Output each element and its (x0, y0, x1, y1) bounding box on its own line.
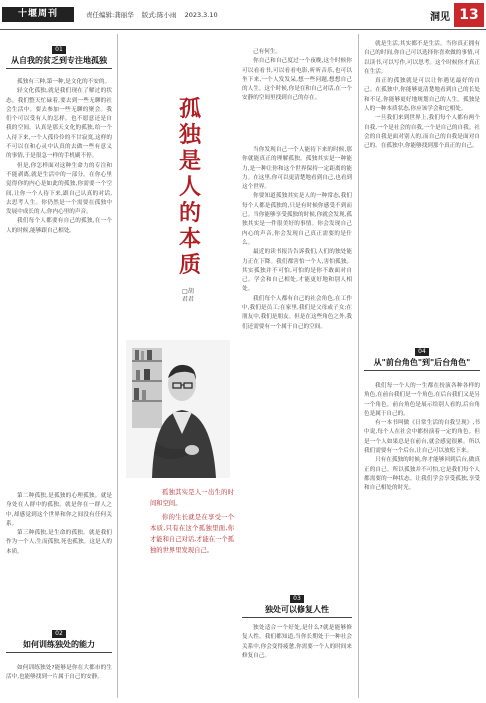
publication-logo: 十堰周刊 (2, 7, 74, 22)
masthead-info (86, 10, 224, 19)
paragraph: 轻文化孤独,就是我们现在了解过的状态。我们整天忙碌着,要去到一些无聊的社会生活中。要去参加一些无聊的聚会。我们个可以受有人的怎样。也不愿意还是自我的空间。认真是那天文化的孤独,给一个人待下来,一个人孤伶伶的不甘寂寞,这样的不可以在和心灵中认真的去做一些有意义的事情,于是很急一样的手机刷不停。 (6, 88, 112, 160)
section-rule (242, 617, 352, 618)
body-text-column-2c (242, 624, 352, 700)
paragraph: 我们每个人都有自己的社会角色,在工作中,我们是员工;在家里,我们是父母或子女;在朋友中,我们是朋友。但是在这些角色之外,我们还需要有一个属于自己的空间。 (242, 295, 352, 330)
section-number: 03 (290, 595, 304, 603)
paragraph: 第三种孤独,是生命的孤独。就是我们作为一个人,生而孤独,死也孤独。这是人的本质。 (6, 530, 112, 555)
paragraph: 一旦我们来到世界上,我们每个人都有两个自我,一个是社会的自我,一个是自己的自我。社会的自我是面对别人的,而自己的自我是面对自己的。在孤独中,你能够找到那个真正的自己。 (364, 115, 480, 150)
section-rule (364, 370, 480, 371)
portrait-illustration (126, 340, 230, 478)
section-title: 从自我的贫乏到专注地孤独 (11, 56, 107, 65)
page-number: 13 (454, 3, 484, 27)
column-divider (117, 34, 118, 698)
section-number: 02 (52, 630, 66, 638)
body-text-column-3a (364, 40, 480, 340)
paragraph: 就是生活,其实都不是生活。当你真正拥有自己的时间,你自己可以选择你喜欢做的事情,可以读书,可以写作,可以思考。这个时候你才真正在生活。 (364, 41, 480, 75)
paragraph: 独处适合一个好处,是什么?就是能够修复人性。我们都知道,当你长期处于一种社会关系中,你会变得疲惫,你需要一个人的时间来修复自己。 (242, 625, 352, 659)
body-text-column-1a (6, 78, 112, 490)
section-heading-03 (242, 595, 352, 618)
paragraph: 如何训练独处?能够是你在大都市的生活中,也能够找到一片属于自己的安静。 (6, 665, 112, 681)
paragraph: 当你发现自己一个人能待下来的时候,那你就能真正的理解孤独。孤独其实是一种能力,是一种让你和这个世界保持一定距离的能力。在这里,你可以更清楚地看到自己,也看到这个世界。 (242, 147, 352, 191)
paragraph: 只有在孤独的时候,你才能够回到后台,做真正的自己。所以孤独并不可怕,它是我们每个人都需要的一种状态。让我们学会享受孤独,享受和自己相处的时光。 (364, 457, 480, 492)
section-title: 独处可以修复人性 (265, 605, 329, 614)
author-portrait-photo (126, 340, 230, 478)
paragraph: 第二种孤独,是孤独的心理孤独。就是身处在人群中的孤独。就是你在一群人之中,却感觉到这个世界和你之间没有任何关系。 (6, 493, 112, 527)
paragraph: 但是,你怎样面对这种生命力的专注和不能剥离,就是生活中的一部分。在你心里觉得你的内心是如此的孤独,你需要一个空间,让你一个人待下来,跟自己认真的对话,去思考人生。你仍然是一个需要在孤独中发展中成长的人,你内心里的声音。 (6, 162, 112, 216)
section-heading-01 (6, 46, 112, 69)
section-number: 01 (52, 46, 66, 54)
pull-quote-line: 你的生长就是在享受一个本质,只有在这个孤独里面,你才能和自己对话,才能在一个孤独的世界里发现自己。 (150, 514, 234, 554)
masthead (0, 0, 486, 30)
body-text-column-2b (242, 146, 352, 668)
paragraph: 我们每一个人的一生都在扮演各种各样的角色,在前台我们是一个角色,在后台我们又是另一个角色。前台角色是展示给别人看的,后台角色是属于自己的。 (364, 383, 480, 417)
paragraph: 我们每个人都要有自己的孤独,在一个人的时候,能够跟自己相处。 (6, 218, 112, 234)
paragraph: 有一本书叫做《日常生活的自我呈现》,书中说,每个人在社会中都扮演着一定的角色。但是一个人如果总是在前台,就会感觉很累。所以我们需要有一个后台,让自己可以放松下来。 (364, 420, 480, 455)
pull-quote (150, 487, 234, 559)
section-name: 洞见 (430, 12, 450, 23)
paragraph: 己有何生。 (253, 49, 281, 55)
body-text-column-1b (6, 492, 112, 624)
issue-date: 2023.3.10 (184, 11, 218, 19)
article-byline: □胡君君 (181, 288, 194, 303)
paragraph: 最近的读书报告告诉我们,人们的独处能力正在下降。我们都害怕一个人,害怕孤独。其实孤独并不可怕,可怕的是你不敢面对自己。学会和自己相处,才能更好地和别人相处。 (242, 249, 352, 293)
section-title: 如何训练独处的能力 (23, 640, 95, 649)
section-number: 04 (415, 348, 429, 356)
paragraph: 孤独有三种,第一种,是文化的不安的。 (17, 79, 111, 85)
paragraph: 你要知道孤独其实是人的一种常态,我们每个人都是孤独的,只是有时候你感受不到而已。当你能够享受孤独的时候,你就会发现,孤独其实是一件很美好的事情。你会发现自己内心的声音,你会发现自己真正需要的是什么。 (242, 193, 352, 246)
section-heading-04 (364, 348, 480, 371)
section-title: 从"前台角色"到"后台角色" (373, 358, 471, 367)
paragraph: 真正的孤独就是可以让你遇见最好的自己。在孤独中,你能够更清楚地看到自己的长处和不足,你能够更好地规划自己的人生。孤独是人的一种本质状态,你应该学会和它相处。 (364, 78, 480, 113)
pull-quote-line: 孤独其实是人一出生的时间和空间。 (150, 489, 234, 507)
design-credit: 版式:陈小雨 (141, 11, 177, 19)
body-text-column-1c (6, 664, 112, 700)
section-rule (6, 652, 112, 653)
paragraph: 你自己和自己度过一个夜晚,这个时候你可以看看书,可以看看电影,听听音乐,也可以坐下来,一个人发发呆,想一些问题,想想自己的人生。这个时候,你是在和自己对话,在一个安静的空间里找到自己的存在。 (242, 58, 352, 102)
section-rule (6, 68, 112, 69)
body-text-column-3b (364, 382, 480, 698)
masthead-rule (0, 29, 486, 30)
column-divider (358, 34, 359, 698)
body-text-column-2a (242, 48, 352, 142)
editor-credit: 责任编辑:龚丽华 (86, 11, 134, 19)
article-title: 孤独是人的本质 (178, 96, 201, 278)
section-heading-02 (6, 630, 112, 653)
